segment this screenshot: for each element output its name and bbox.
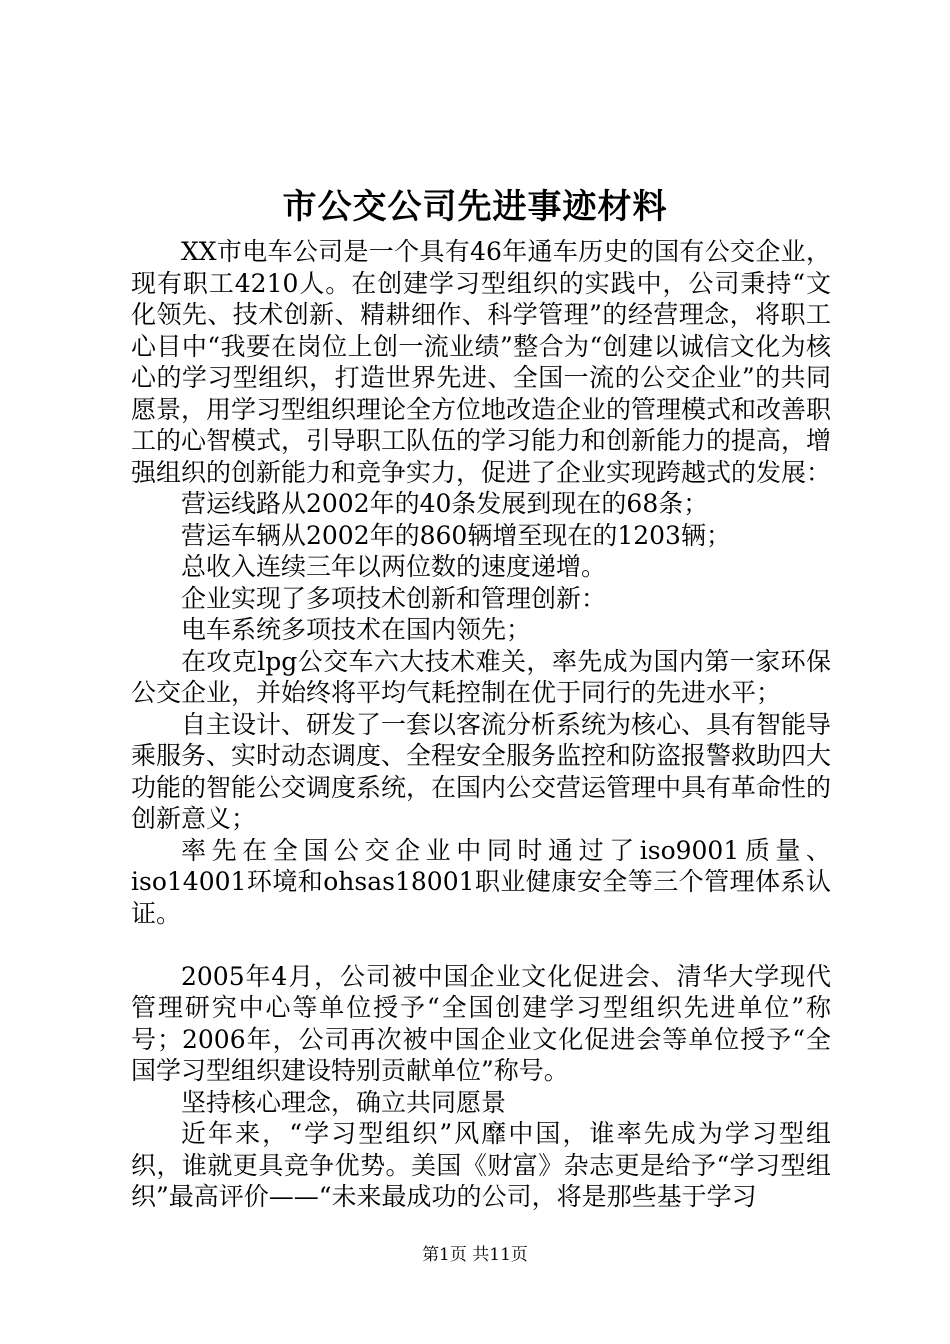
paragraph-certification: 率先在全国公交企业中同时通过了iso9001质量、iso14001环境和ohsas18001职业健康安全等三个管理体系认证。	[131, 835, 831, 928]
page-footer: 第1页 共11页	[422, 1245, 528, 1265]
document-body	[131, 236, 831, 1213]
paragraph-intro: XX市电车公司是一个具有46年通车历史的国有公交企业，现有职工4210人。在创建学习型组织的实践中，公司秉持“文化领先、技术创新、精耕细作、科学管理”的经营理念，将职工心目中“我要在岗位上创一流业绩”整合为“创建以诚信文化为核心的学习型组织，打造世界先进、全国一流的公交企业”的共同愿景，用学习型组织理论全方位地改造企业的管理模式和改善职工的心智模式，引导职工队伍的学习能力和创新能力的提高，增强组织的创新能力和竞争实力，促进了企业实现跨越式的发展：	[131, 237, 832, 487]
paragraph-dispatch-system: 自主设计、研发了一套以客流分析系统为核心、具有智能导乘服务、实时动态调度、全程安全服务监控和防盗报警救助四大功能的智能公交调度系统，在国内公交营运管理中具有革命性的创新意义；	[131, 709, 832, 833]
document-title: 市公交公司先进事迹材料	[282, 187, 668, 227]
paragraph-vehicles: 营运车辆从2002年的860辆增至现在的1203辆；	[181, 520, 731, 550]
paragraph-awards: 2005年4月，公司被中国企业文化促进会、清华大学现代管理研究中心等单位授予“全国创建学习型组织先进单位”称号；2006年，公司再次被中国企业文化促进会等单位授予“全国学习型组织建设特别贡献单位”称号。	[131, 961, 831, 1085]
paragraph-learning-org: 近年来，“学习型组织”风靡中国，谁率先成为学习型组织，谁就更具竞争优势。美国《财富》杂志更是给予“学习型组织”最高评价——“未来最成功的公司，将是那些基于学习	[131, 1119, 831, 1211]
paragraph-trolley: 电车系统多项技术在国内领先；	[181, 615, 532, 644]
paragraph-innovation: 企业实现了多项技术创新和管理创新：	[181, 583, 607, 613]
paragraph-lpg: 在攻克lpg公交车六大技术难关，率先成为国内第一家环保公交企业，并始终将平均气耗控制在优于同行的先进水平；	[131, 646, 831, 707]
paragraph-revenue: 总收入连续三年以两位数的速度递增。	[181, 552, 607, 581]
section-heading: 坚持核心理念，确立共同愿景	[181, 1087, 507, 1117]
blank-line	[131, 929, 831, 961]
paragraph-routes: 营运线路从2002年的40条发展到现在的68条；	[181, 489, 709, 518]
